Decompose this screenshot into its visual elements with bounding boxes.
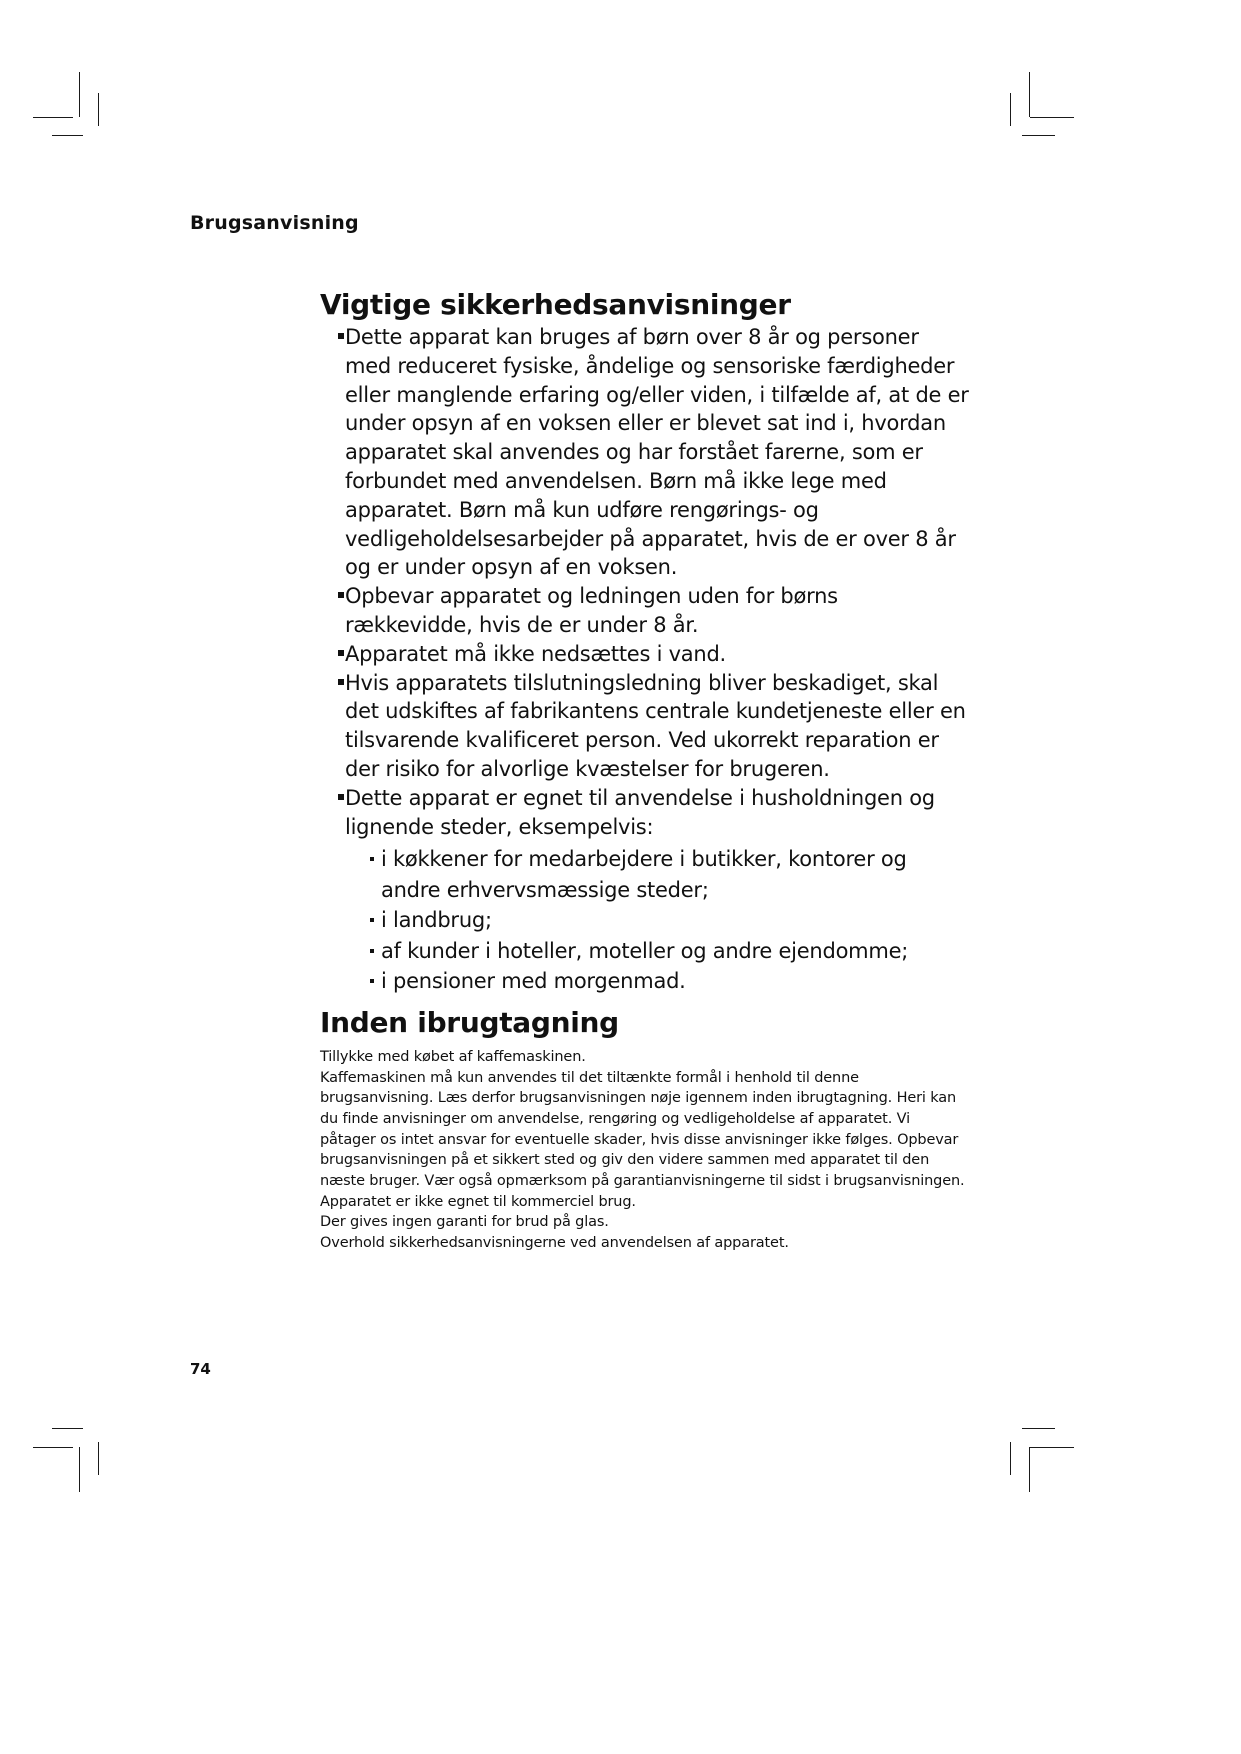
running-head: Brugsanvisning: [190, 212, 359, 234]
crop-mark: [33, 1447, 73, 1448]
sub-list-item: [320, 905, 970, 936]
crop-mark: [98, 93, 99, 126]
crop-mark: [1022, 1428, 1055, 1429]
before-use-heading: Inden ibrugtagning: [320, 1005, 619, 1039]
sub-list-item: [320, 936, 970, 967]
list-item: [320, 582, 970, 640]
bullet-square-icon: [338, 794, 344, 800]
page-number: 74: [190, 1360, 211, 1378]
list-item: [320, 784, 970, 842]
before-use-text: [320, 1047, 970, 1254]
list-item-text: Apparatet må ikke nedsættes i vand.: [345, 641, 726, 666]
list-item-text: Opbevar apparatet og ledningen uden for børns rækkevidde, hvis de er under 8 år.: [345, 584, 838, 637]
bullet-dot-icon: [370, 949, 374, 953]
crop-mark: [1030, 117, 1074, 118]
paragraph: Der gives ingen garanti for brud på glas.: [320, 1214, 609, 1231]
list-item-text: Dette apparat kan bruges af børn over 8 år og personer med reduceret fysiske, åndelige og sensoriske færdigheder eller manglende erfaring og/eller viden, i tilfælde af, at de er under opsyn af en voksen eller er blevet sat ind i, hvordan apparatet skal anvendes og har forstået farerne, som er forbundet med anvendelsen. Børn må ikke lege med apparatet. Børn må kun udføre rengørings- og vedligeholdelsesarbejder på apparatet, hvis de er over 8 år og er under opsyn af en voksen.: [345, 325, 969, 580]
bullet-square-icon: [338, 333, 344, 339]
list-item: [320, 669, 970, 784]
crop-mark: [1029, 1447, 1030, 1492]
crop-mark: [1010, 1442, 1011, 1475]
paragraph: Apparatet er ikke egnet til kommerciel brug.: [320, 1193, 636, 1210]
list-item-text: Dette apparat er egnet til anvendelse i husholdningen og lignende steder, eksempelvis:: [345, 785, 935, 839]
list-item: [320, 640, 970, 669]
sub-list-item-text: i pensioner med morgenmad.: [381, 969, 686, 994]
bullet-dot-icon: [370, 857, 374, 861]
sub-list-item-text: i køkkener for medarbejdere i butikker, kontorer og andre erhvervsmæssige steder;: [381, 847, 907, 902]
list-item: [320, 323, 970, 582]
crop-mark: [1029, 72, 1030, 117]
crop-mark: [1010, 93, 1011, 126]
bullet-square-icon: [338, 592, 344, 598]
bullet-square-icon: [338, 650, 344, 656]
crop-mark: [1022, 135, 1055, 136]
list-item-text: Hvis apparatets tilslutningsledning bliver beskadiget, skal det udskiftes af fabrikantens centrale kundetjeneste eller en tilsvarende kvalificeret person. Ved ukorrekt reparation er der risiko for alvorlige kvæstelser for brugeren.: [345, 670, 966, 781]
crop-mark: [33, 117, 73, 118]
paragraph: Kaffemaskinen må kun anvendes til det tiltænkte formål i henhold til denne brugsanvisning. Læs derfor brugsanvisningen nøje igennem inden ibrugtagning. Heri kan du finde anvisninger om anvendelse, rengøring og vedligeholdelse af apparatet. Vi påtager os intet ansvar for eventuelle skader, hvis disse anvisninger ikke følges. Opbevar brugsanvisningen på et sikkert sted og giv den videre sammen med apparatet til den næste bruger. Vær også opmærksom på garantianvisningerne til sidst i brugsanvisningen.: [320, 1069, 965, 1190]
sub-list-item: [320, 966, 970, 997]
paragraph: Overhold sikkerhedsanvisningerne ved anvendelsen af apparatet.: [320, 1235, 789, 1252]
bullet-dot-icon: [370, 918, 374, 922]
safety-heading: Vigtige sikkerhedsanvisninger: [320, 288, 791, 321]
crop-mark: [79, 1447, 80, 1492]
bullet-dot-icon: [370, 979, 374, 983]
paragraph: Tillykke med købet af kaffemaskinen.: [320, 1048, 586, 1065]
bullet-square-icon: [338, 679, 344, 685]
crop-mark: [79, 72, 80, 117]
crop-mark: [1030, 1447, 1074, 1448]
sub-list-item-text: af kunder i hoteller, moteller og andre ejendomme;: [381, 938, 909, 963]
usage-places-list: [320, 844, 970, 997]
safety-list: [320, 323, 970, 841]
sub-list-item-text: i landbrug;: [381, 908, 492, 933]
crop-mark: [52, 1428, 83, 1429]
crop-mark: [52, 135, 83, 136]
main-content: [320, 287, 970, 1254]
crop-mark: [98, 1442, 99, 1475]
sub-list-item: [320, 844, 970, 905]
